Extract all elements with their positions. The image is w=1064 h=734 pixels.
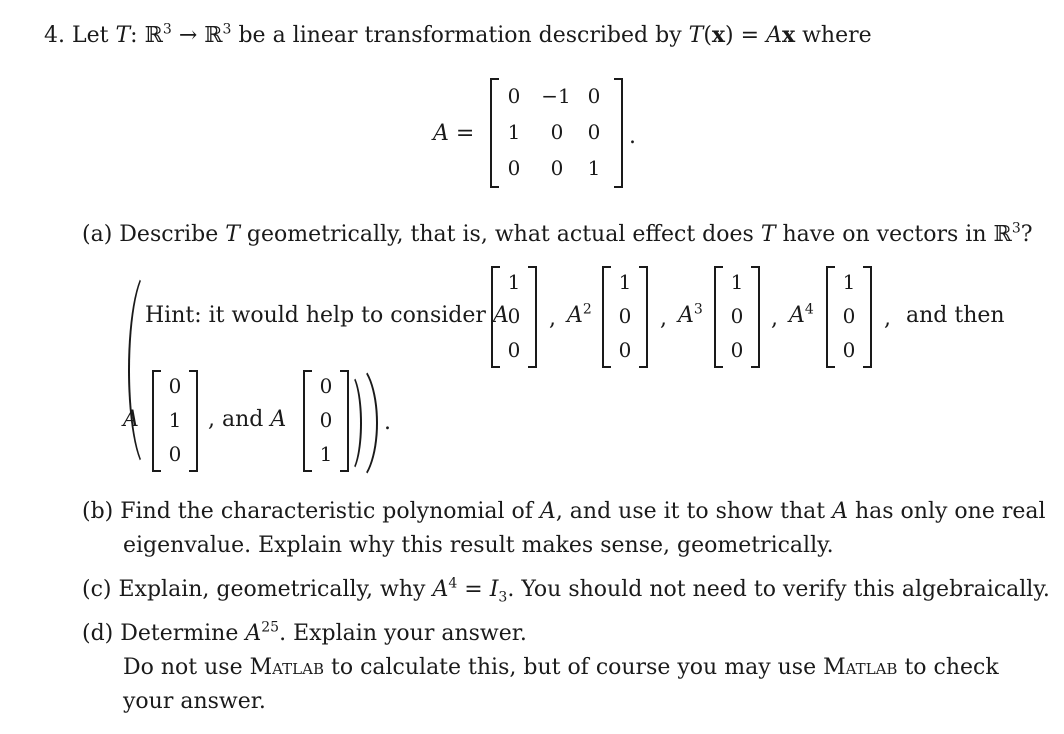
matrix-cell: 0 — [587, 120, 601, 144]
vector-e3: 0 0 1 — [303, 370, 349, 472]
matrix-cell: 1 — [587, 156, 601, 180]
vector-e1: 1 0 0 — [491, 266, 537, 368]
part-a-question: (a) Describe T geometrically, that is, what actual effect does T have on vectors in ℝ$^3$? — [82, 220, 1033, 247]
part-d-line1: (d) Determine $A^{25}$. Explain your answer. — [82, 619, 527, 646]
part-b-line2: eigenvalue. Explain why this result makes sense, geometrically. — [123, 533, 834, 558]
part-d-line2: Do not use Matlab to calculate this, but of course you may use Matlab to check — [123, 655, 999, 680]
matrix-a — [490, 78, 623, 188]
matrix-cell: 0 — [507, 156, 521, 180]
matrix-cell: −1 — [541, 84, 571, 108]
hint-close-paren — [330, 362, 378, 484]
part-d-line3: your answer. — [123, 689, 266, 714]
matrix-label: A = — [433, 121, 475, 146]
vector-e1: 1 0 0 — [714, 266, 760, 368]
vector-e1: 1 0 0 — [826, 266, 872, 368]
part-c-label: (c) — [82, 577, 112, 602]
part-b-label: (b) — [82, 499, 114, 524]
matrix-cell: 0 — [587, 84, 601, 108]
part-d-label: (d) — [82, 621, 114, 646]
part-b-line1: (b) Find the characteristic polynomial of A, and use it to show that A has only one real — [82, 499, 1046, 524]
vector-e2: 0 1 0 — [152, 370, 198, 472]
part-a-label: (a) — [82, 222, 113, 247]
hint-prefix: Hint: it would help to consider A — [145, 303, 509, 328]
matrix-cell: 0 — [550, 120, 564, 144]
matrix-period: . — [629, 124, 636, 149]
vector-e1: 1 0 0 — [602, 266, 648, 368]
matrix-cell: 0 — [507, 84, 521, 108]
part-c: (c) Explain, geometrically, why $A^4 = I_3$. You should not need to verify this algebraically. — [82, 575, 1050, 606]
problem-intro: 4. Let T: ℝ$^3$ → ℝ$^3$ be a linear transformation described by T(x) = Ax where — [44, 21, 872, 48]
matrix-cell: 0 — [550, 156, 564, 180]
matrix-cell: 1 — [507, 120, 521, 144]
problem-number: 4. — [44, 23, 65, 48]
